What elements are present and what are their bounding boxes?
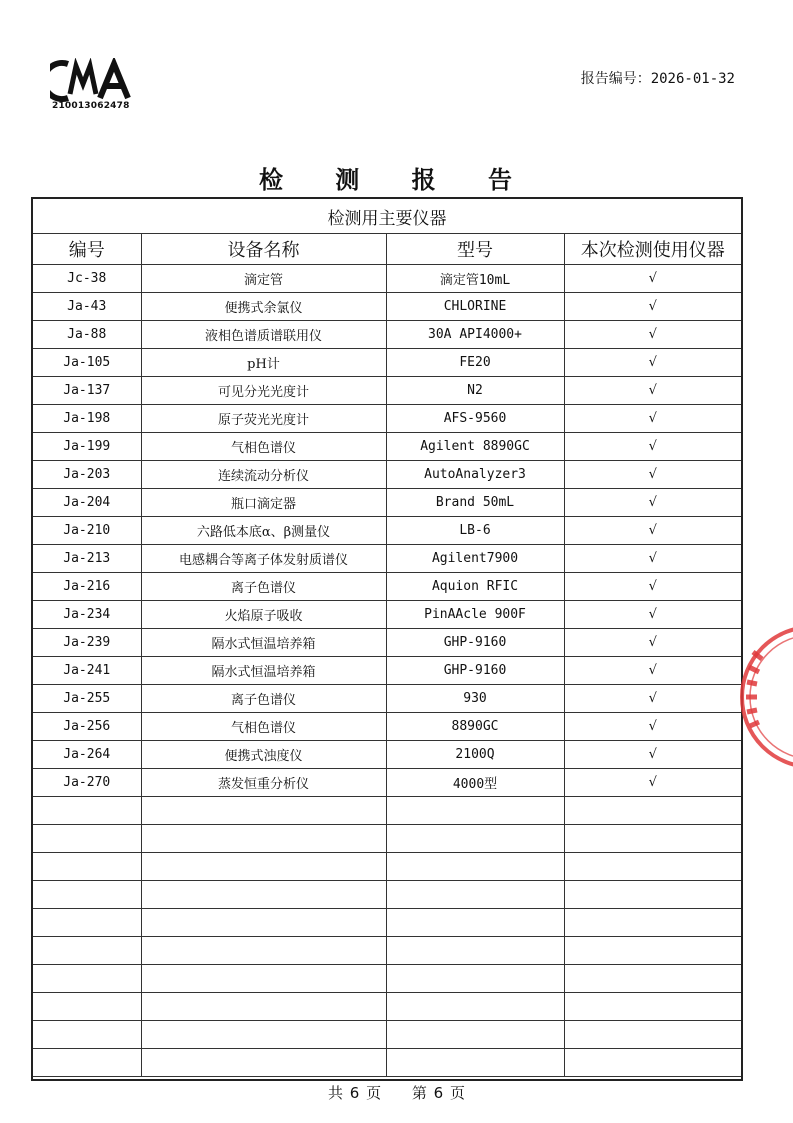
cell-name: 隔水式恒温培养箱 xyxy=(141,657,386,685)
cell-model: AutoAnalyzer3 xyxy=(386,461,564,489)
cell-used: √ xyxy=(564,545,741,573)
cell-used: √ xyxy=(564,769,741,797)
table-row xyxy=(33,377,741,405)
cell-id: Ja-210 xyxy=(33,517,141,545)
empty-cell xyxy=(564,909,741,937)
cell-used: √ xyxy=(564,433,741,461)
empty-cell xyxy=(386,1049,564,1077)
cell-id: Ja-216 xyxy=(33,573,141,601)
empty-cell xyxy=(33,881,141,909)
cell-id: Ja-203 xyxy=(33,461,141,489)
cell-used: √ xyxy=(564,405,741,433)
cell-used: √ xyxy=(564,601,741,629)
cell-used: √ xyxy=(564,629,741,657)
table-row xyxy=(33,489,741,517)
empty-cell xyxy=(386,909,564,937)
empty-cell xyxy=(564,965,741,993)
table-row xyxy=(33,349,741,377)
empty-row xyxy=(33,909,741,937)
empty-cell xyxy=(386,797,564,825)
cell-id: Ja-204 xyxy=(33,489,141,517)
cell-id: Ja-43 xyxy=(33,293,141,321)
cell-used: √ xyxy=(564,265,741,293)
cell-model: AFS-9560 xyxy=(386,405,564,433)
page-footer xyxy=(0,1082,793,1103)
table-row xyxy=(33,545,741,573)
cell-model: Brand 50mL xyxy=(386,489,564,517)
empty-cell xyxy=(564,881,741,909)
current-page: 第 6 页 xyxy=(411,1084,465,1102)
cell-name: 液相色谱质谱联用仪 xyxy=(141,321,386,349)
empty-cell xyxy=(564,1021,741,1049)
empty-cell xyxy=(33,965,141,993)
cell-name: 蒸发恒重分析仪 xyxy=(141,769,386,797)
empty-row xyxy=(33,993,741,1021)
cma-number: 210013062478 xyxy=(52,101,130,111)
empty-cell xyxy=(564,937,741,965)
empty-cell xyxy=(386,965,564,993)
cell-model: N2 xyxy=(386,377,564,405)
empty-cell xyxy=(564,1049,741,1077)
report-number: 报告编号：2026-01-32 xyxy=(580,71,735,87)
cell-model: 930 xyxy=(386,685,564,713)
cell-id: Ja-105 xyxy=(33,349,141,377)
table-row xyxy=(33,405,741,433)
table-row xyxy=(33,769,741,797)
table-row xyxy=(33,713,741,741)
column-header-name: 设备名称 xyxy=(141,234,386,265)
cell-used: √ xyxy=(564,321,741,349)
cell-id: Ja-264 xyxy=(33,741,141,769)
empty-cell xyxy=(564,993,741,1021)
cell-model: Aquion RFIC xyxy=(386,573,564,601)
cell-name: 连续流动分析仪 xyxy=(141,461,386,489)
cell-id: Jc-38 xyxy=(33,265,141,293)
table-row xyxy=(33,433,741,461)
cell-model: Agilent 8890GC xyxy=(386,433,564,461)
cell-used: √ xyxy=(564,489,741,517)
cell-used: √ xyxy=(564,461,741,489)
cell-model: Agilent7900 xyxy=(386,545,564,573)
cell-used: √ xyxy=(564,657,741,685)
empty-cell xyxy=(386,937,564,965)
empty-cell xyxy=(141,797,386,825)
table-caption: 检测用主要仪器 xyxy=(33,199,741,234)
empty-cell xyxy=(386,881,564,909)
total-pages: 共 6 页 xyxy=(328,1084,382,1102)
empty-cell xyxy=(564,853,741,881)
empty-cell xyxy=(33,1021,141,1049)
table-row xyxy=(33,517,741,545)
cell-model: PinAAcle 900F xyxy=(386,601,564,629)
page-title: 检 测 报 告 xyxy=(258,166,535,194)
cell-model: 滴定管10mL xyxy=(386,265,564,293)
empty-cell xyxy=(141,881,386,909)
cell-name: 便携式浊度仪 xyxy=(141,741,386,769)
table-row xyxy=(33,741,741,769)
empty-cell xyxy=(141,909,386,937)
cell-name: 可见分光光度计 xyxy=(141,377,386,405)
empty-cell xyxy=(33,1049,141,1077)
cell-name: pH计 xyxy=(141,349,386,377)
empty-cell xyxy=(33,825,141,853)
cell-model: 8890GC xyxy=(386,713,564,741)
table-row xyxy=(33,573,741,601)
cell-name: 瓶口滴定器 xyxy=(141,489,386,517)
cell-id: Ja-234 xyxy=(33,601,141,629)
cell-used: √ xyxy=(564,293,741,321)
empty-cell xyxy=(141,1021,386,1049)
cell-name: 便携式余氯仪 xyxy=(141,293,386,321)
cell-name: 电感耦合等离子体发射质谱仪 xyxy=(141,545,386,573)
cell-used: √ xyxy=(564,349,741,377)
cell-id: Ja-137 xyxy=(33,377,141,405)
cell-name: 气相色谱仪 xyxy=(141,433,386,461)
cell-model: 4000型 xyxy=(386,769,564,797)
cell-model: CHLORINE xyxy=(386,293,564,321)
table-row xyxy=(33,321,741,349)
cell-id: Ja-270 xyxy=(33,769,141,797)
cell-model: LB-6 xyxy=(386,517,564,545)
cell-model: 30A API4000+ xyxy=(386,321,564,349)
table-row xyxy=(33,601,741,629)
table-row xyxy=(33,265,741,293)
cell-id: Ja-256 xyxy=(33,713,141,741)
cell-id: Ja-213 xyxy=(33,545,141,573)
table-row xyxy=(33,657,741,685)
column-header-model: 型号 xyxy=(386,234,564,265)
empty-cell xyxy=(141,965,386,993)
cell-name: 隔水式恒温培养箱 xyxy=(141,629,386,657)
cell-model: GHP-9160 xyxy=(386,629,564,657)
empty-row xyxy=(33,1021,741,1049)
empty-cell xyxy=(33,797,141,825)
empty-cell xyxy=(386,993,564,1021)
cell-model: GHP-9160 xyxy=(386,657,564,685)
table-row xyxy=(33,461,741,489)
table-row xyxy=(33,293,741,321)
cell-name: 六路低本底α、β测量仪 xyxy=(141,517,386,545)
empty-row xyxy=(33,937,741,965)
empty-row xyxy=(33,881,741,909)
cell-name: 火焰原子吸收 xyxy=(141,601,386,629)
column-header-id: 编号 xyxy=(33,234,141,265)
cell-id: Ja-199 xyxy=(33,433,141,461)
cell-used: √ xyxy=(564,377,741,405)
column-header-used: 本次检测使用仪器 xyxy=(564,234,741,265)
cell-id: Ja-198 xyxy=(33,405,141,433)
cell-name: 原子荧光光度计 xyxy=(141,405,386,433)
cell-used: √ xyxy=(564,573,741,601)
empty-row xyxy=(33,965,741,993)
empty-row xyxy=(33,1049,741,1077)
empty-cell xyxy=(141,853,386,881)
cell-used: √ xyxy=(564,685,741,713)
empty-cell xyxy=(564,825,741,853)
table-row xyxy=(33,629,741,657)
cell-used: √ xyxy=(564,713,741,741)
empty-cell xyxy=(141,993,386,1021)
empty-cell xyxy=(386,825,564,853)
cell-id: Ja-241 xyxy=(33,657,141,685)
empty-row xyxy=(33,825,741,853)
empty-cell xyxy=(386,853,564,881)
cell-used: √ xyxy=(564,517,741,545)
empty-cell xyxy=(386,1021,564,1049)
cell-name: 离子色谱仪 xyxy=(141,573,386,601)
empty-row xyxy=(33,853,741,881)
cell-used: √ xyxy=(564,741,741,769)
empty-cell xyxy=(33,937,141,965)
cell-id: Ja-88 xyxy=(33,321,141,349)
cell-name: 气相色谱仪 xyxy=(141,713,386,741)
empty-cell xyxy=(33,909,141,937)
red-seal-stamp xyxy=(737,622,793,772)
instrument-table xyxy=(31,197,743,1081)
cell-model: 2100Q xyxy=(386,741,564,769)
empty-cell xyxy=(141,1049,386,1077)
cell-name: 离子色谱仪 xyxy=(141,685,386,713)
empty-cell xyxy=(564,797,741,825)
cell-name: 滴定管 xyxy=(141,265,386,293)
empty-cell xyxy=(33,853,141,881)
cell-id: Ja-255 xyxy=(33,685,141,713)
empty-cell xyxy=(33,993,141,1021)
empty-cell xyxy=(141,937,386,965)
cell-id: Ja-239 xyxy=(33,629,141,657)
empty-row xyxy=(33,797,741,825)
table-row xyxy=(33,685,741,713)
empty-cell xyxy=(141,825,386,853)
cell-model: FE20 xyxy=(386,349,564,377)
